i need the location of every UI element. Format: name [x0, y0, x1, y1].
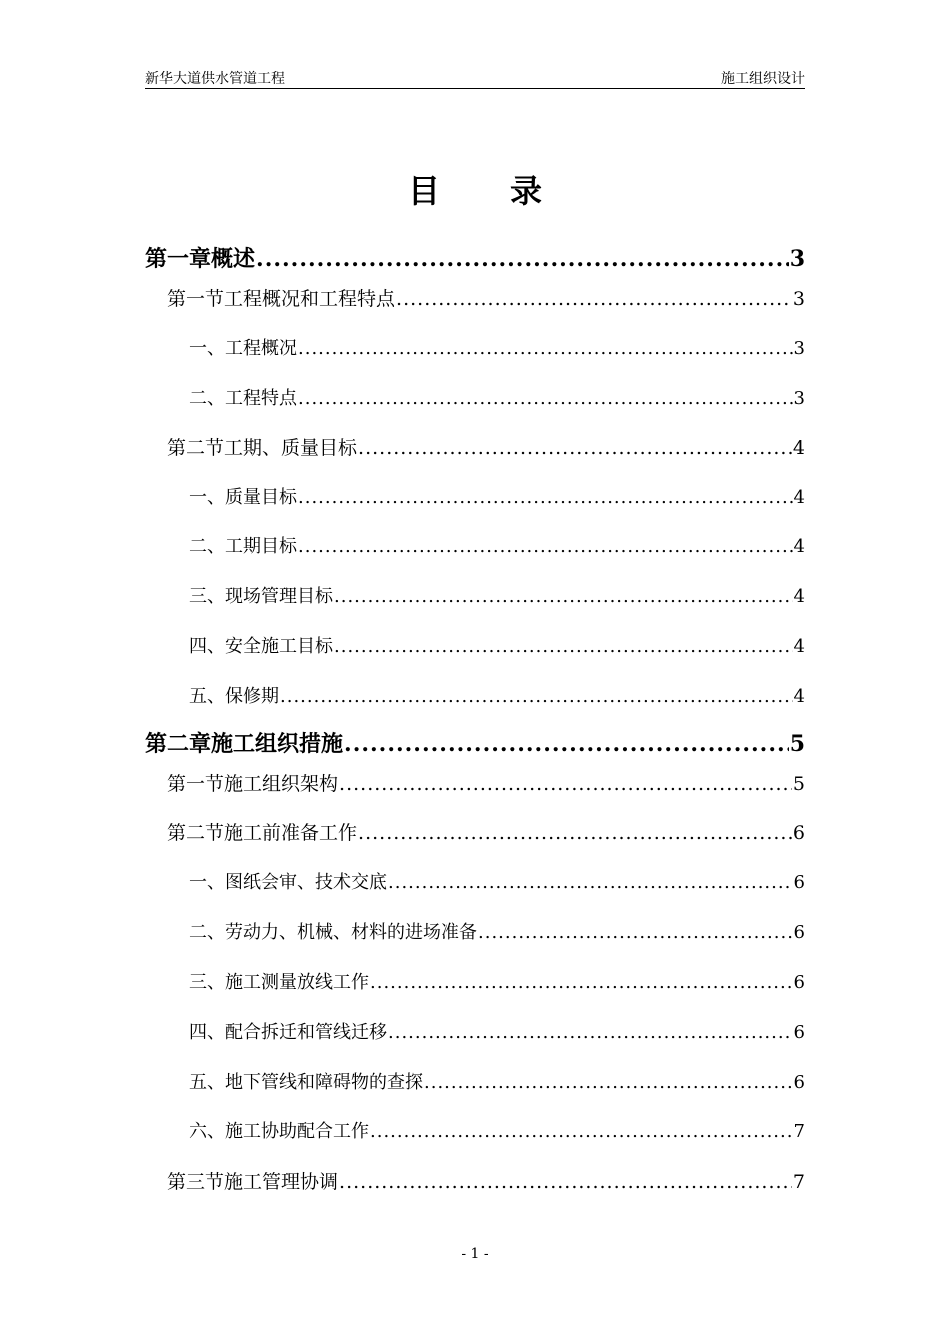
toc-entry-title: 工期、质量目标: [224, 437, 358, 459]
toc-title: 目录: [407, 172, 612, 210]
toc-entry-title: 工程特点: [225, 388, 297, 409]
toc-entry-item[interactable]: [189, 1117, 805, 1143]
toc-entry-page: 4: [793, 636, 805, 657]
toc-entry-number: 四、: [189, 1022, 225, 1043]
toc-entry-item[interactable]: [189, 1018, 805, 1044]
toc-entry-page: 7: [793, 1121, 805, 1142]
toc-entry-item[interactable]: [189, 334, 805, 360]
toc-entry-number: 二、: [189, 388, 225, 409]
toc-entry-title: 安全施工目标: [225, 636, 333, 657]
toc-entry-page: 3: [789, 246, 805, 272]
toc-entry-number: 三、: [189, 586, 225, 607]
toc-entry-number: 一、: [189, 338, 225, 359]
toc-dot-leader: [298, 536, 793, 557]
toc-entry-number: 四、: [189, 636, 225, 657]
toc-entry-title: 现场管理目标: [225, 586, 333, 607]
page-number: - 1 -: [461, 1246, 489, 1262]
toc-entry-number: 五、: [189, 686, 225, 707]
toc-dot-leader: [344, 731, 789, 757]
toc-entry-title: 概述: [211, 246, 256, 272]
toc-entry-number: 六、: [189, 1121, 225, 1142]
toc-entry-title: 施工组织措施: [211, 731, 344, 757]
toc-dot-leader: [298, 388, 793, 409]
toc-entry-page: 4: [792, 437, 805, 459]
toc-dot-leader: [396, 288, 792, 310]
toc-dot-leader: [388, 1022, 793, 1043]
toc-entry-item[interactable]: [189, 532, 805, 558]
toc-entry-number: 第一章: [145, 246, 212, 272]
toc-entry-section[interactable]: [167, 433, 805, 460]
toc-entry-number: 第三节: [167, 1171, 225, 1193]
toc-entry-section[interactable]: [167, 284, 805, 311]
toc-entry-item[interactable]: [189, 582, 805, 608]
toc-entry-title: 保修期: [225, 686, 279, 707]
toc-entry-title: 施工组织架构: [224, 773, 339, 795]
toc-entry-number: 二、: [189, 922, 225, 943]
toc-entry-item[interactable]: [189, 682, 805, 708]
header-project-name: 新华大道供水管道工程: [145, 71, 285, 87]
toc-entry-item[interactable]: [189, 868, 805, 894]
toc-entry-page: 3: [793, 338, 805, 359]
toc-dot-leader: [339, 773, 792, 795]
toc-entry-title: 施工测量放线工作: [225, 972, 369, 993]
toc-dot-leader: [370, 972, 793, 993]
toc-entry-page: 4: [793, 536, 805, 557]
toc-entry-section[interactable]: [167, 1167, 805, 1194]
toc-entry-title: 图纸会审、技术交底: [225, 872, 387, 893]
toc-entry-title: 地下管线和障碍物的查探: [225, 1072, 423, 1093]
toc-dot-leader: [334, 636, 793, 657]
toc-entry-item[interactable]: [189, 632, 805, 658]
toc-entry-number: 第二节: [167, 822, 225, 844]
toc-dot-leader: [370, 1121, 793, 1142]
toc-entry-page: 4: [793, 487, 805, 508]
toc-entry-chapter[interactable]: [145, 242, 805, 273]
toc-entry-page: 6: [793, 872, 805, 893]
toc-entry-number: 一、: [189, 872, 225, 893]
toc-entry-page: 5: [792, 773, 805, 795]
header-document-type: 施工组织设计: [721, 71, 805, 87]
toc-dot-leader: [298, 338, 793, 359]
toc-entry-title: 配合拆迁和管线迁移: [225, 1022, 387, 1043]
toc-entry-section[interactable]: [167, 818, 805, 845]
toc-entry-page: 6: [793, 1072, 805, 1093]
toc-dot-leader: [388, 872, 793, 893]
toc-entry-page: 7: [792, 1171, 805, 1193]
toc-dot-leader: [358, 822, 792, 844]
toc-entry-number: 三、: [189, 972, 225, 993]
toc-entry-title: 施工协助配合工作: [225, 1121, 369, 1142]
toc-entry-title: 施工前准备工作: [224, 822, 358, 844]
toc-entry-number: 第一节: [167, 288, 225, 310]
toc-entry-item[interactable]: [189, 918, 805, 944]
toc-dot-leader: [424, 1072, 793, 1093]
toc-entry-page: 6: [793, 1022, 805, 1043]
toc-entry-page: 6: [793, 972, 805, 993]
toc-dot-leader: [334, 586, 793, 607]
toc-entry-item[interactable]: [189, 968, 805, 994]
toc-entry-section[interactable]: [167, 769, 805, 796]
toc-entry-chapter[interactable]: [145, 727, 805, 758]
toc-entry-number: 第二章: [145, 731, 212, 757]
toc-entry-number: 第一节: [167, 773, 225, 795]
toc-entry-page: 6: [792, 822, 805, 844]
toc-dot-leader: [256, 246, 789, 272]
toc-entry-page: 6: [793, 922, 805, 943]
page-header: [145, 66, 805, 89]
toc-entry-title: 工期目标: [225, 536, 297, 557]
toc-entry-number: 二、: [189, 536, 225, 557]
toc-entry-page: 4: [793, 586, 805, 607]
toc-entry-title: 工程概况和工程特点: [224, 288, 396, 310]
toc-entry-page: 5: [789, 731, 805, 757]
toc-entry-number: 一、: [189, 487, 225, 508]
toc-entry-page: 4: [793, 686, 805, 707]
toc-entry-item[interactable]: [189, 1068, 805, 1094]
toc-dot-leader: [478, 922, 793, 943]
toc-entry-item[interactable]: [189, 384, 805, 410]
toc-dot-leader: [298, 487, 793, 508]
toc-entry-title: 施工管理协调: [224, 1171, 339, 1193]
toc-entry-title: 质量目标: [225, 487, 297, 508]
toc-entry-number: 五、: [189, 1072, 225, 1093]
toc-dot-leader: [280, 686, 793, 707]
toc-entry-title: 劳动力、机械、材料的进场准备: [225, 922, 477, 943]
toc-dot-leader: [339, 1171, 792, 1193]
toc-entry-item[interactable]: [189, 483, 805, 509]
toc-dot-leader: [358, 437, 792, 459]
toc-entry-number: 第二节: [167, 437, 225, 459]
toc-entry-title: 工程概况: [225, 338, 297, 359]
toc-entry-page: 3: [793, 388, 805, 409]
toc-entry-page: 3: [792, 288, 805, 310]
